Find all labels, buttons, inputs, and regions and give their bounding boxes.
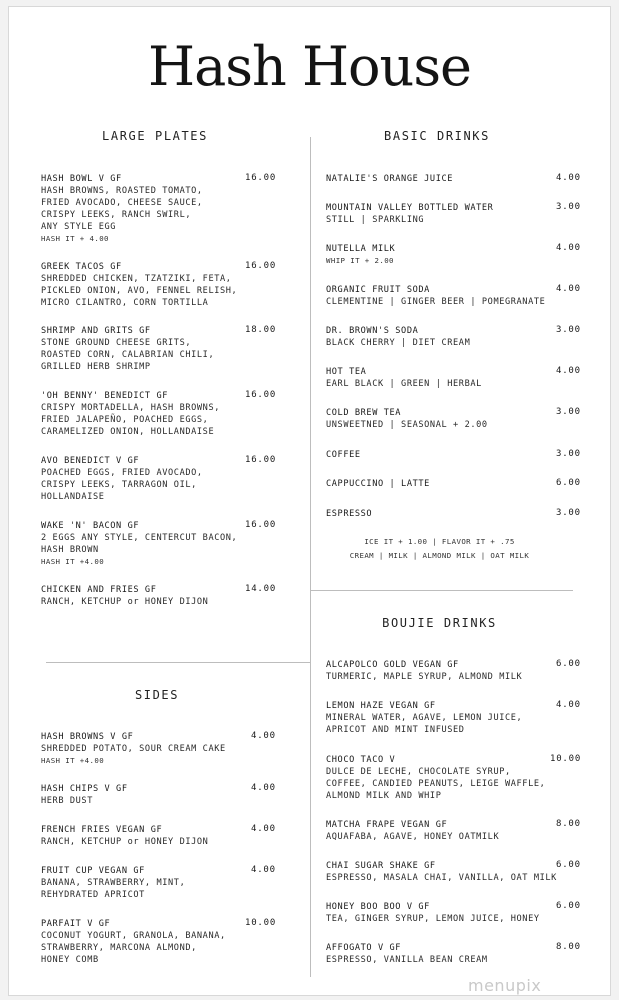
column-divider [310, 137, 311, 977]
watermark-logo: menupix [468, 976, 542, 995]
item-name: FRENCH FRIES VEGAN GF [41, 825, 163, 835]
item-description: RANCH, KETCHUP or HONEY DIJON [41, 837, 209, 847]
item-description: UNSWEETNED | SEASONAL + 2.00 [326, 420, 488, 430]
boujie-drinks-heading: BOUJIE DRINKS [382, 616, 497, 630]
item-price: 8.00 [556, 942, 581, 952]
item-price: 3.00 [556, 325, 581, 335]
item-price: 4.00 [556, 173, 581, 183]
item-name: MOUNTAIN VALLEY BOTTLED WATER [326, 203, 494, 213]
item-name: GREEK TACOS GF [41, 262, 122, 272]
item-price: 6.00 [556, 659, 581, 669]
sides-heading: SIDES [134, 688, 180, 702]
menu-item [326, 860, 557, 884]
menu-item [326, 901, 540, 925]
item-name: HONEY BOO BOO V GF [326, 902, 430, 912]
item-name: HASH CHIPS V GF [41, 784, 128, 794]
item-description: ESPRESSO, MASALA CHAI, VANILLA, OAT MILK [326, 873, 557, 883]
item-price: 6.00 [556, 901, 581, 911]
menu-item [326, 449, 361, 461]
menu-item [326, 508, 372, 520]
item-addon: WHIP IT + 2.00 [326, 256, 394, 265]
menu-item [326, 819, 499, 843]
item-price: 16.00 [245, 455, 277, 465]
item-name: AFFOGATO V GF [326, 943, 402, 953]
item-name: AVO BENEDICT V GF [41, 456, 140, 466]
item-price: 3.00 [556, 202, 581, 212]
item-name: HASH BOWL V GF [41, 174, 122, 184]
drink-addons-note [322, 535, 557, 563]
item-price: 14.00 [245, 584, 277, 594]
item-price: 4.00 [556, 700, 581, 710]
item-name: COLD BREW TEA [326, 408, 402, 418]
menu-item [41, 520, 237, 568]
item-price: 16.00 [245, 520, 277, 530]
item-name: ORGANIC FRUIT SODA [326, 285, 430, 295]
item-price: 16.00 [245, 261, 277, 271]
addons-line-2: CREAM | MILK | ALMOND MILK | OAT MILK [349, 551, 530, 560]
addons-line-1: ICE IT + 1.00 | FLAVOR IT + .75 [364, 537, 515, 546]
item-name: FRUIT CUP VEGAN GF [41, 866, 145, 876]
item-name: DR. BROWN'S SODA [326, 326, 419, 336]
menu-item [41, 824, 208, 848]
item-name: ESPRESSO [326, 509, 373, 519]
item-price: 18.00 [245, 325, 277, 335]
item-name: ALCAPOLCO GOLD VEGAN GF [326, 660, 459, 670]
menu-item [326, 942, 488, 966]
large-plates-heading: LARGE PLATES [102, 129, 208, 143]
item-description: STONE GROUND CHEESE GRITS, ROASTED CORN, CALABRIAN CHILI, GRILLED HERB SHRIMP [41, 338, 215, 372]
menu-item [326, 202, 493, 226]
menu-item [41, 865, 185, 901]
item-price: 3.00 [556, 407, 581, 417]
basic-drinks-heading: BASIC DRINKS [384, 129, 490, 143]
item-price: 10.00 [550, 754, 582, 764]
item-name: CHICKEN AND FRIES GF [41, 585, 157, 595]
item-description: BANANA, STRAWBERRY, MINT, REHYDRATED APRICOT [41, 878, 186, 900]
item-description: RANCH, KETCHUP or HONEY DIJON [41, 597, 209, 607]
menu-item [326, 173, 453, 185]
item-price: 4.00 [251, 783, 276, 793]
item-name: SHRIMP AND GRITS GF [41, 326, 151, 336]
item-name: CHOCO TACO V [326, 755, 396, 765]
item-addon: HASH IT +4.00 [41, 557, 105, 566]
item-description: CRISPY MORTADELLA, HASH BROWNS, FRIED JALAPEÑO, POACHED EGGS, CARAMELIZED ONION, HOLLANDAISE [41, 403, 220, 437]
item-description: SHREDDED CHICKEN, TZATZIKI, FETA, PICKLED ONION, AVO, FENNEL RELISH, MICRO CILANTRO, CORN TORTILLA [41, 274, 238, 308]
item-description: CLEMENTINE | GINGER BEER | POMEGRANATE [326, 297, 546, 307]
item-price: 4.00 [556, 284, 581, 294]
menu-item [326, 325, 470, 349]
item-name: PARFAIT V GF [41, 919, 111, 929]
item-description: AQUAFABA, AGAVE, HONEY OATMILK [326, 832, 500, 842]
menu-item [326, 478, 430, 490]
item-price: 4.00 [251, 731, 276, 741]
item-name: NUTELLA MILK [326, 244, 396, 254]
item-price: 4.00 [251, 824, 276, 834]
item-description: HERB DUST [41, 796, 93, 806]
item-description: 2 EGGS ANY STYLE, CENTERCUT BACON, HASH BROWN [41, 533, 238, 555]
menu-item [41, 261, 237, 309]
item-description: EARL BLACK | GREEN | HERBAL [326, 379, 482, 389]
item-name: CAPPUCCINO | LATTE [326, 479, 430, 489]
item-price: 3.00 [556, 508, 581, 518]
menu-item [326, 366, 482, 390]
item-price: 6.00 [556, 860, 581, 870]
page-title: Hash House [148, 35, 471, 98]
item-name: CHAI SUGAR SHAKE GF [326, 861, 436, 871]
item-description: TEA, GINGER SYRUP, LEMON JUICE, HONEY [326, 914, 540, 924]
item-addon: HASH IT + 4.00 [41, 234, 109, 243]
item-price: 16.00 [245, 173, 277, 183]
menu-item [41, 455, 203, 503]
item-name: WAKE 'N' BACON GF [41, 521, 140, 531]
item-description: SHREDDED POTATO, SOUR CREAM CAKE [41, 744, 226, 754]
item-price: 3.00 [556, 449, 581, 459]
menu-item [41, 390, 220, 438]
item-name: HASH BROWNS V GF [41, 732, 134, 742]
menu-item [326, 700, 522, 736]
menu-item [326, 284, 545, 308]
item-name: 'OH BENNY' BENEDICT GF [41, 391, 169, 401]
item-name: MATCHA FRAPE VEGAN GF [326, 820, 448, 830]
item-description: TURMERIC, MAPLE SYRUP, ALMOND MILK [326, 672, 523, 682]
item-price: 4.00 [556, 366, 581, 376]
item-description: COCONUT YOGURT, GRANOLA, BANANA, STRAWBERRY, MARCONA ALMOND, HONEY COMB [41, 931, 226, 965]
menu-item [41, 584, 208, 608]
item-description: STILL | SPARKLING [326, 215, 425, 225]
item-description: BLACK CHERRY | DIET CREAM [326, 338, 471, 348]
item-name: NATALIE'S ORANGE JUICE [326, 174, 454, 184]
menu-item [41, 783, 128, 807]
item-addon: HASH IT +4.00 [41, 756, 105, 765]
item-description: POACHED EGGS, FRIED AVOCADO, CRISPY LEEKS, TARRAGON OIL, HOLLANDAISE [41, 468, 203, 502]
menu-item [326, 407, 488, 431]
item-description: MINERAL WATER, AGAVE, LEMON JUICE, APRICOT AND MINT INFUSED [326, 713, 523, 735]
item-name: COFFEE [326, 450, 361, 460]
menu-item [41, 918, 226, 966]
section-divider-left [46, 662, 311, 663]
item-price: 10.00 [245, 918, 277, 928]
item-price: 8.00 [556, 819, 581, 829]
item-description: HASH BROWNS, ROASTED TOMATO, FRIED AVOCADO, CHEESE SAUCE, CRISPY LEEKS, RANCH SWIRL, ANY STYLE EGG [41, 186, 203, 232]
menu-item [326, 243, 395, 267]
item-description: DULCE DE LECHE, CHOCOLATE SYRUP, COFFEE, CANDIED PEANUTS, LEIGE WAFFLE, ALMOND MILK AND WHIP [326, 767, 546, 801]
item-name: HOT TEA [326, 367, 367, 377]
item-price: 4.00 [251, 865, 276, 875]
menu-item [41, 325, 214, 373]
item-price: 6.00 [556, 478, 581, 488]
item-price: 16.00 [245, 390, 277, 400]
menu-item [41, 731, 226, 767]
section-divider-right [311, 590, 573, 591]
item-description: ESPRESSO, VANILLA BEAN CREAM [326, 955, 488, 965]
menu-item [326, 659, 522, 683]
item-price: 4.00 [556, 243, 581, 253]
menu-item [41, 173, 203, 245]
item-name: LEMON HAZE VEGAN GF [326, 701, 436, 711]
menu-item [326, 754, 545, 802]
